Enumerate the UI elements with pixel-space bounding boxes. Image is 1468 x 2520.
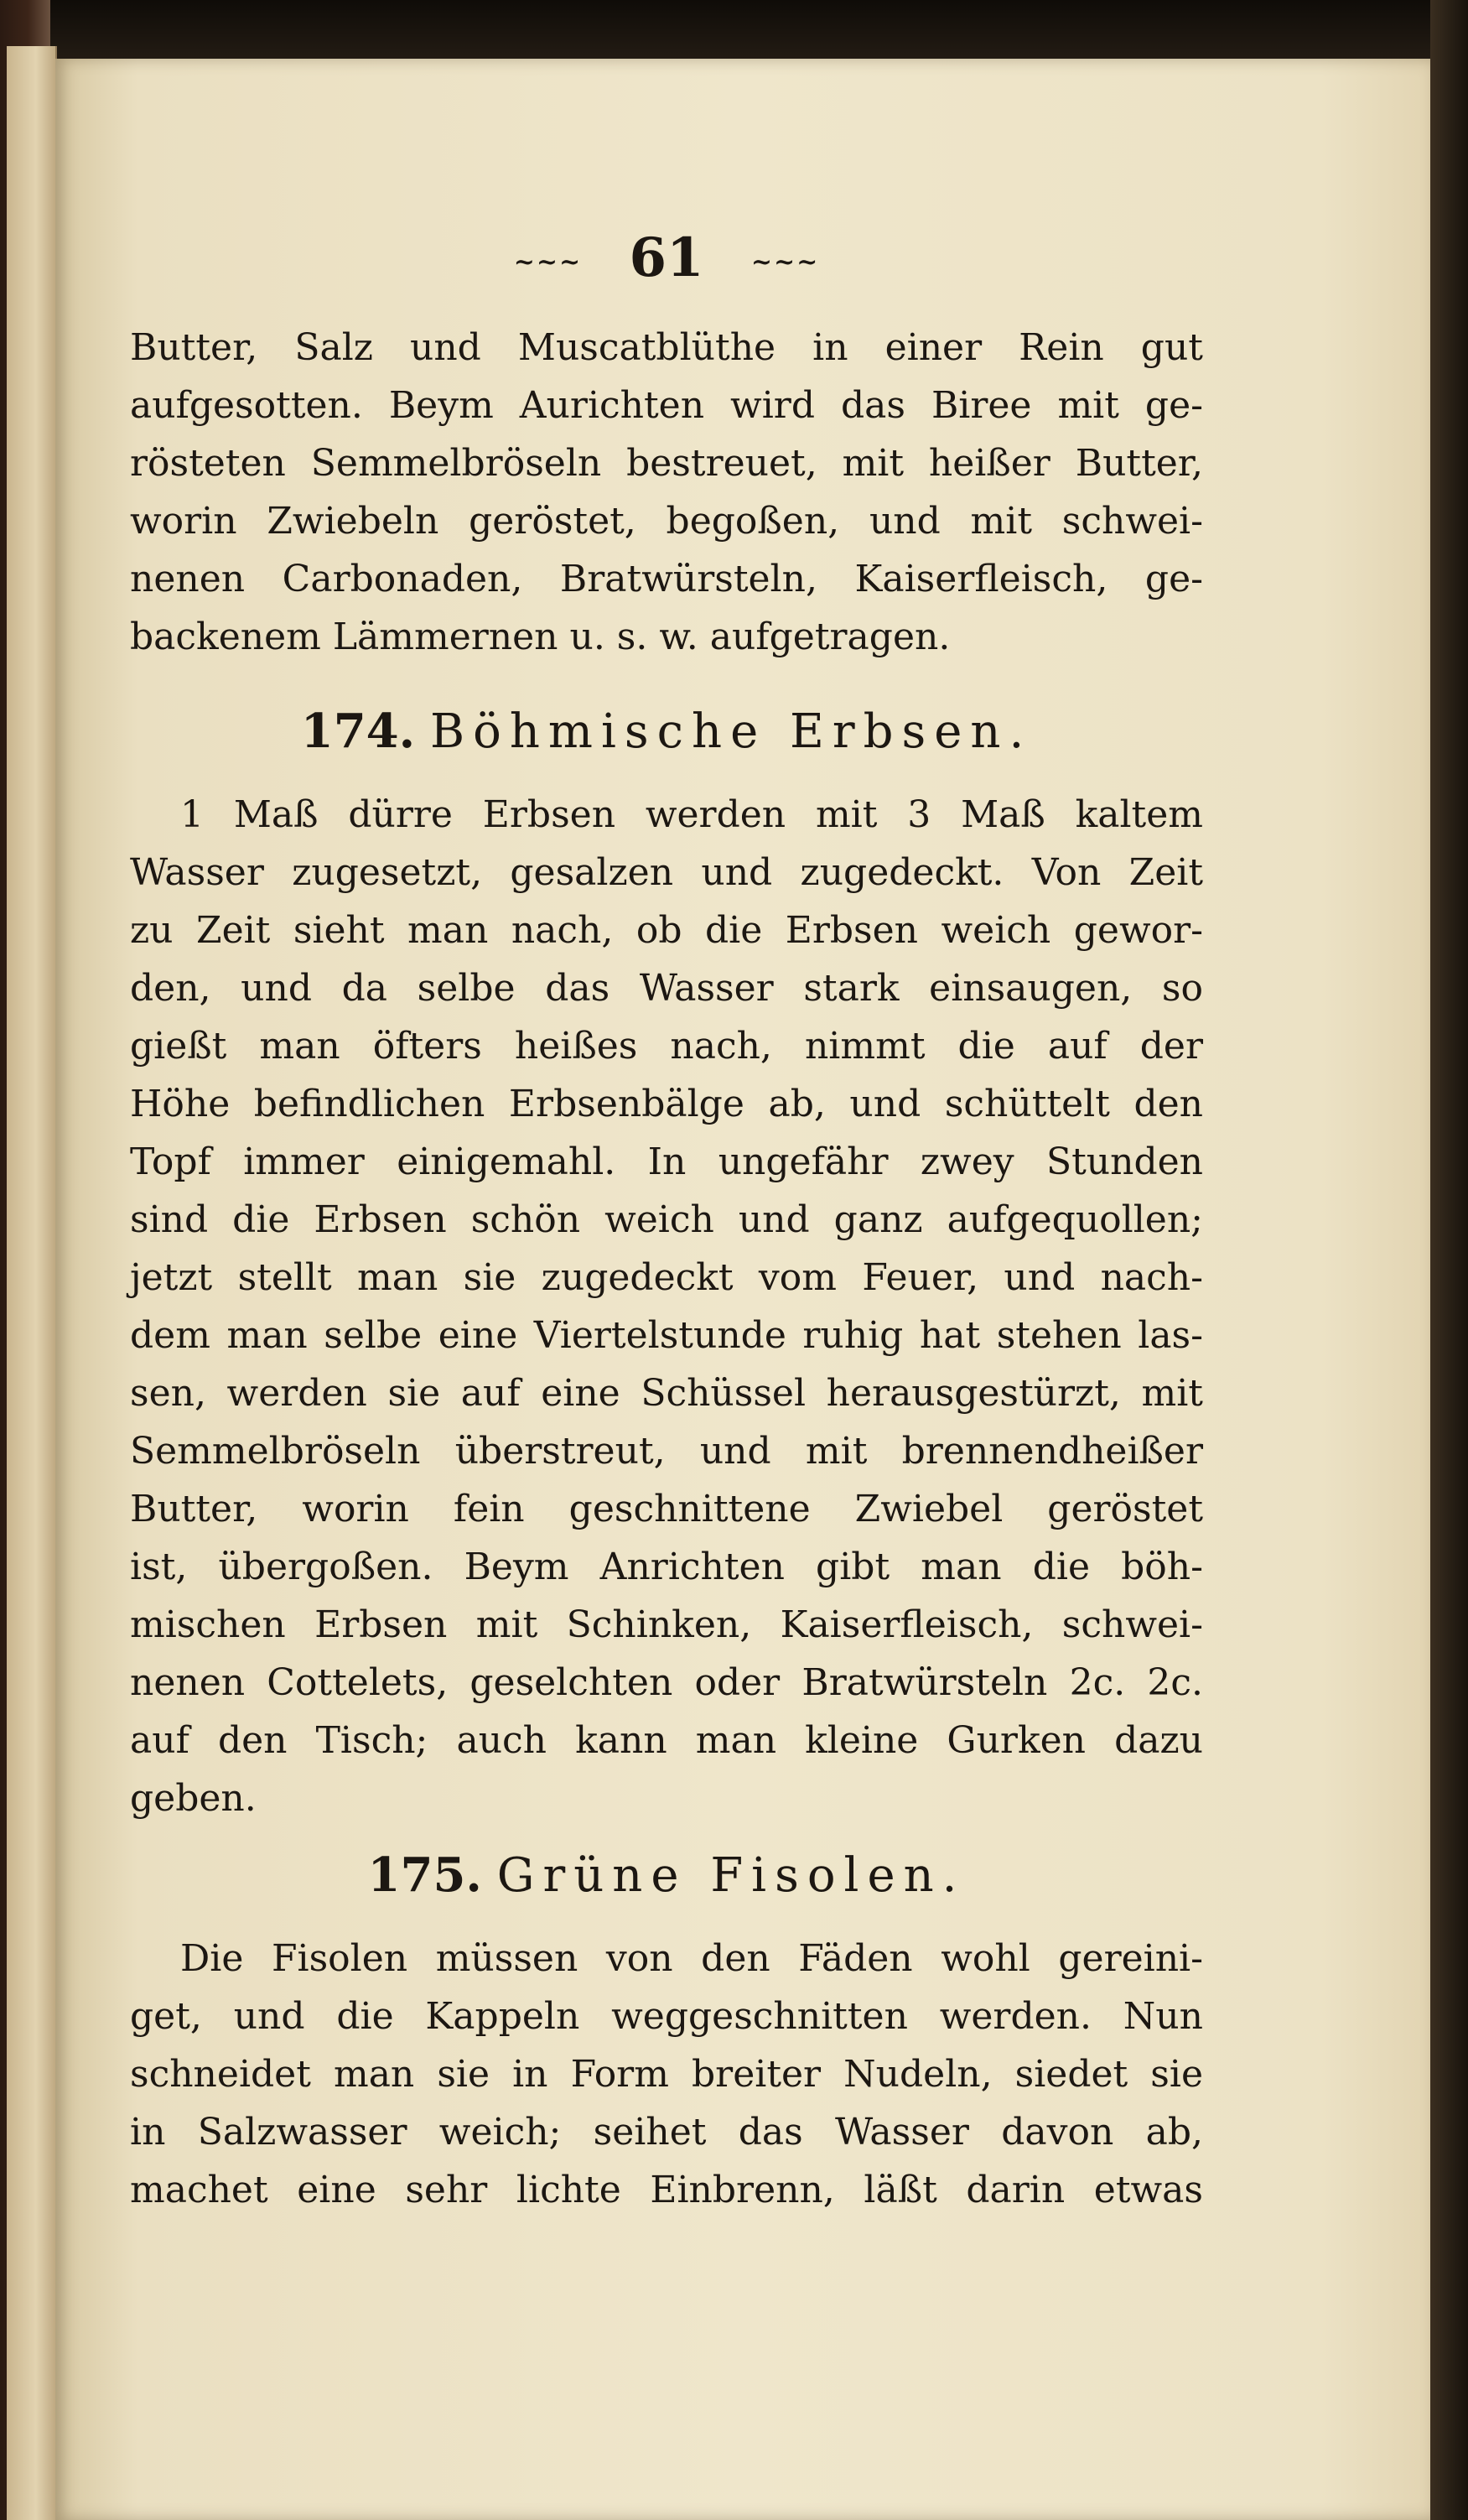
text-line: schneidet man sie in Form breiter Nudeln, siedet sie — [130, 2053, 1203, 2096]
page-header — [130, 226, 1203, 302]
text-line: auf den Tisch; auch kann man kleine Gurken dazu — [130, 1719, 1203, 1762]
recipe-title: Grüne Fisolen. — [496, 1848, 966, 1903]
page-number: 61 — [629, 226, 704, 289]
text-line: Höhe befindlichen Erbsenbälge ab, und schüttelt den — [130, 1083, 1203, 1125]
text-line: aufgesotten. Beym Aurichten wird das Biree mit ge- — [130, 384, 1203, 427]
recipe-number: 174. — [300, 704, 416, 759]
page-number-decor-left: ~~~ — [513, 247, 583, 277]
text-line: in Salzwasser weich; seihet das Wasser davon ab, — [130, 2111, 1203, 2154]
page-number-decor-right: ~~~ — [750, 247, 820, 277]
text-line: zu Zeit sieht man nach, ob die Erbsen weich gewor- — [130, 909, 1203, 952]
text-line: rösteten Semmelbröseln bestreuet, mit heißer Butter, — [130, 442, 1203, 485]
text-line: den, und da selbe das Wasser stark einsaugen, so — [130, 967, 1203, 1010]
text-line: Butter, Salz und Muscatblüthe in einer Rein gut — [130, 326, 1203, 369]
text-line: worin Zwiebeln geröstet, begoßen, und mit schwei- — [130, 500, 1203, 543]
scan-background-right — [1430, 0, 1468, 2520]
text-line: geben. — [130, 1777, 257, 1820]
scan-background-top — [0, 0, 1468, 63]
text-line: get, und die Kappeln weggeschnitten werden. Nun — [130, 1995, 1203, 2038]
text-line: nenen Carbonaden, Bratwürsteln, Kaiserfleisch, ge- — [130, 558, 1203, 600]
recipe-heading-174 — [130, 698, 1203, 765]
text-line: backenem Lämmernen u. s. w. aufgetragen. — [130, 616, 951, 658]
text-line: Die Fisolen müssen von den Fäden wohl gereini- — [180, 1937, 1203, 1980]
text-line: Wasser zugesetzt, gesalzen und zugedeckt. Von Zeit — [130, 851, 1203, 894]
previous-page-edge — [7, 46, 57, 2520]
recipe-heading-175 — [130, 1842, 1203, 1909]
text-line: 1 Maß dürre Erbsen werden mit 3 Maß kaltem — [180, 793, 1203, 836]
text-line: Butter, worin fein geschnittene Zwiebel geröstet — [130, 1488, 1203, 1530]
text-line: nenen Cottelets, geselchten oder Bratwürsteln 2c. 2c. — [130, 1661, 1203, 1704]
text-line: gießt man öfters heißes nach, nimmt die auf der — [130, 1025, 1203, 1068]
text-line: sen, werden sie auf eine Schüssel herausgestürzt, mit — [130, 1372, 1203, 1415]
text-line: ist, übergoßen. Beym Anrichten gibt man die böh- — [130, 1546, 1203, 1588]
text-line: machet eine sehr lichte Einbrenn, läßt darin etwas — [130, 2169, 1203, 2211]
text-line: mischen Erbsen mit Schinken, Kaiserfleisch, schwei- — [130, 1603, 1203, 1646]
recipe-title: Böhmische Erbsen. — [429, 704, 1033, 759]
recipe-number: 175. — [367, 1847, 482, 1903]
text-line: Topf immer einigemahl. In ungefähr zwey Stunden — [130, 1140, 1203, 1183]
text-line: sind die Erbsen schön weich und ganz aufgequollen; — [130, 1198, 1203, 1241]
text-line: jetzt stellt man sie zugedeckt vom Feuer, und nach- — [130, 1256, 1203, 1299]
text-line: dem man selbe eine Viertelstunde ruhig hat stehen las- — [130, 1314, 1203, 1357]
text-line: Semmelbröseln überstreut, und mit brennendheißer — [130, 1430, 1203, 1473]
